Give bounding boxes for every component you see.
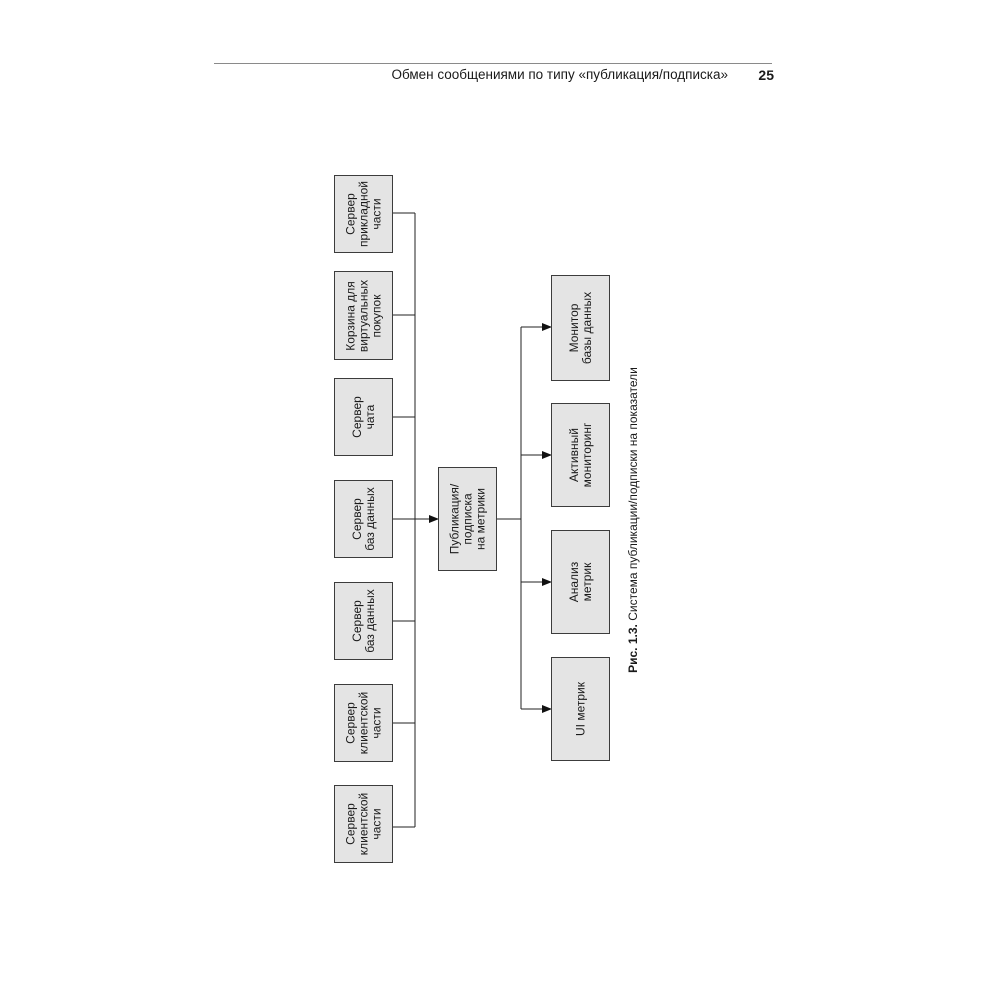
publisher-label: Сервер чата xyxy=(349,396,377,438)
subscriber-box xyxy=(551,530,610,634)
publisher-box xyxy=(334,480,393,558)
running-header-title: Обмен сообщениями по типу «публикация/подписка» xyxy=(391,67,728,82)
publisher-box xyxy=(334,582,393,660)
subscriber-box xyxy=(551,657,610,761)
publisher-box xyxy=(334,785,393,863)
publisher-label: Сервер клиентской части xyxy=(343,691,383,755)
publisher-label: Корзина для виртуальных покупок xyxy=(343,279,383,352)
figure-caption-text xyxy=(626,367,640,673)
subscriber-box xyxy=(551,275,610,381)
subscriber-label: UI метрик xyxy=(573,682,587,736)
subscriber-box xyxy=(551,403,610,507)
publisher-label: Сервер баз данных xyxy=(349,589,377,653)
subscriber-label: Активный мониторинг xyxy=(566,422,594,488)
page-number: 25 xyxy=(758,67,774,83)
publisher-label: Сервер баз данных xyxy=(349,487,377,551)
subscriber-label: Анализ метрик xyxy=(566,561,594,603)
pubsub-hub-label: Публикация/ подписка на метрики xyxy=(447,483,487,555)
publisher-label: Сервер прикладной части xyxy=(343,181,383,247)
publisher-box xyxy=(334,378,393,456)
subscriber-label: Монитор базы данных xyxy=(566,291,594,365)
publisher-label: Сервер клиентской части xyxy=(343,792,383,856)
pubsub-hub-box xyxy=(438,467,497,571)
figure-caption-label: Рис. 1.3. xyxy=(626,624,640,673)
publisher-box xyxy=(334,175,393,253)
figure-caption-body: Система публикации/подписки на показатели xyxy=(626,367,640,625)
publisher-box xyxy=(334,684,393,762)
